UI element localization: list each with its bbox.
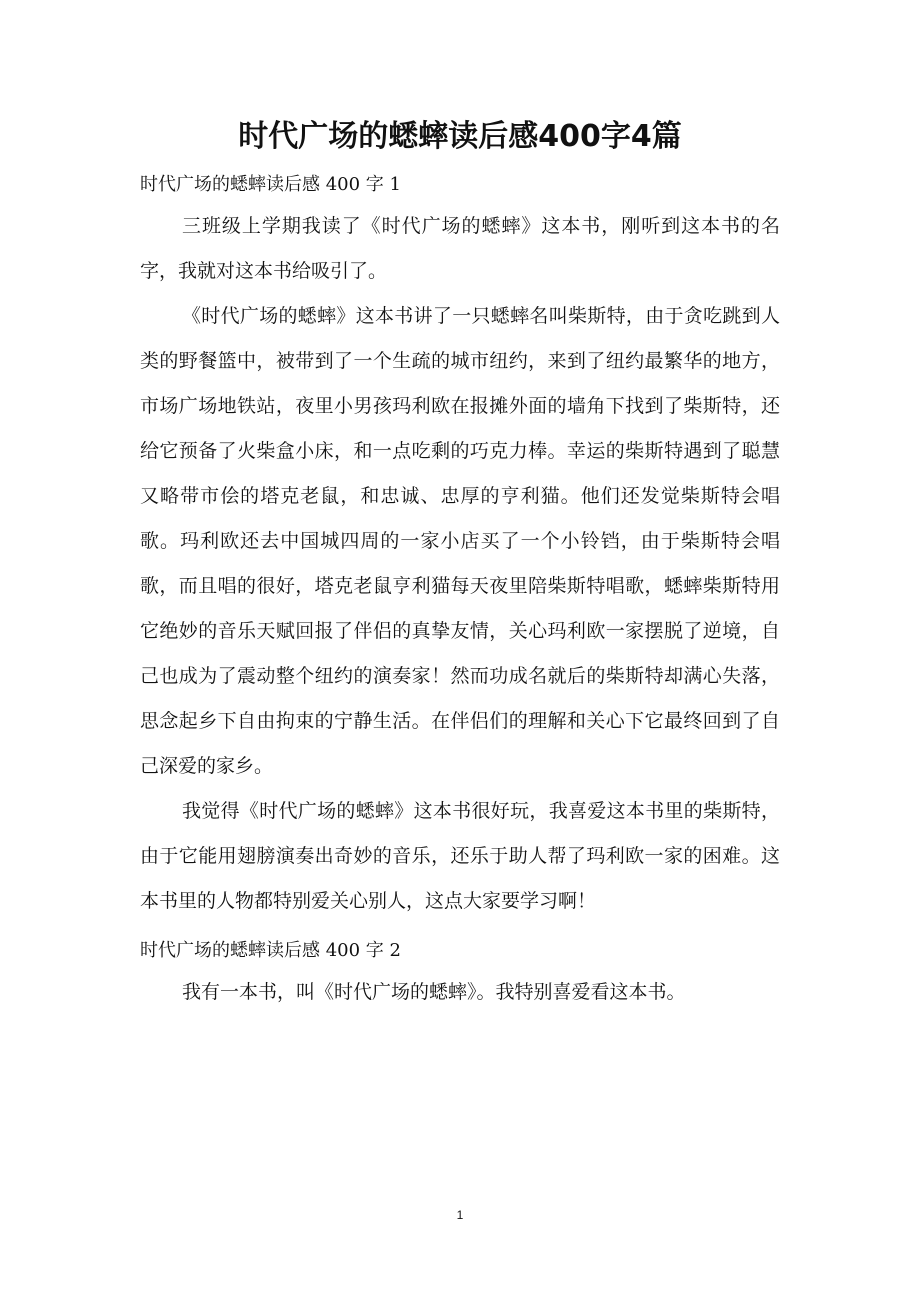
document-title: 时代广场的蟋蟀读后感400字4篇 — [238, 119, 682, 154]
section-1-paragraph-3: 我觉得《时代广场的蟋蟀》这本书很好玩，我喜爱这本书里的柴斯特，由于它能用翅膀演奏出奇妙的音乐，还乐于助人帮了玛利欧一家的困难。这本书里的人物都特别爱关心别人，这点大家要学习啊！ — [140, 800, 780, 912]
section-heading-2: 时代广场的蟋蟀读后感 400 字 2 — [140, 940, 401, 961]
document-body — [140, 166, 780, 1015]
section-1-paragraph-1: 三班级上学期我读了《时代广场的蟋蟀》这本书，刚听到这本书的名字，我就对这本书给吸引了。 — [140, 215, 780, 282]
section-2-paragraph-1: 我有一本书，叫《时代广场的蟋蟀》。我特别喜爱看这本书。 — [182, 981, 686, 1003]
section-heading-1: 时代广场的蟋蟀读后感 400 字 1 — [140, 174, 401, 195]
section-1-paragraph-2: 《时代广场的蟋蟀》这本书讲了一只蟋蟀名叫柴斯特，由于贪吃跳到人类的野餐篮中，被带到了一个生疏的城市纽约，来到了纽约最繁华的地方，市场广场地铁站，夜里小男孩玛利欧在报摊外面的墙角下找到了柴斯特，还给它预备了火柴盒小床，和一点吃剩的巧克力棒。幸运的柴斯特遇到了聪慧又略带市侩的塔克老鼠，和忠诚、忠厚的亨利猫。他们还发觉柴斯特会唱歌。玛利欧还去中国城四周的一家小店买了一个小铃铛，由于柴斯特会唱歌，而且唱的很好，塔克老鼠亨利猫每天夜里陪柴斯特唱歌，蟋蟀柴斯特用它绝妙的音乐天赋回报了伴侣的真挚友情，关心玛利欧一家摆脱了逆境，自己也成为了震动整个纽约的演奏家！然而功成名就后的柴斯特却满心失落，思念起乡下自由拘束的宁静生活。在伴侣们的理解和关心下它最终回到了自己深爱的家乡。 — [140, 305, 780, 777]
page-number: 1 — [456, 1208, 464, 1222]
